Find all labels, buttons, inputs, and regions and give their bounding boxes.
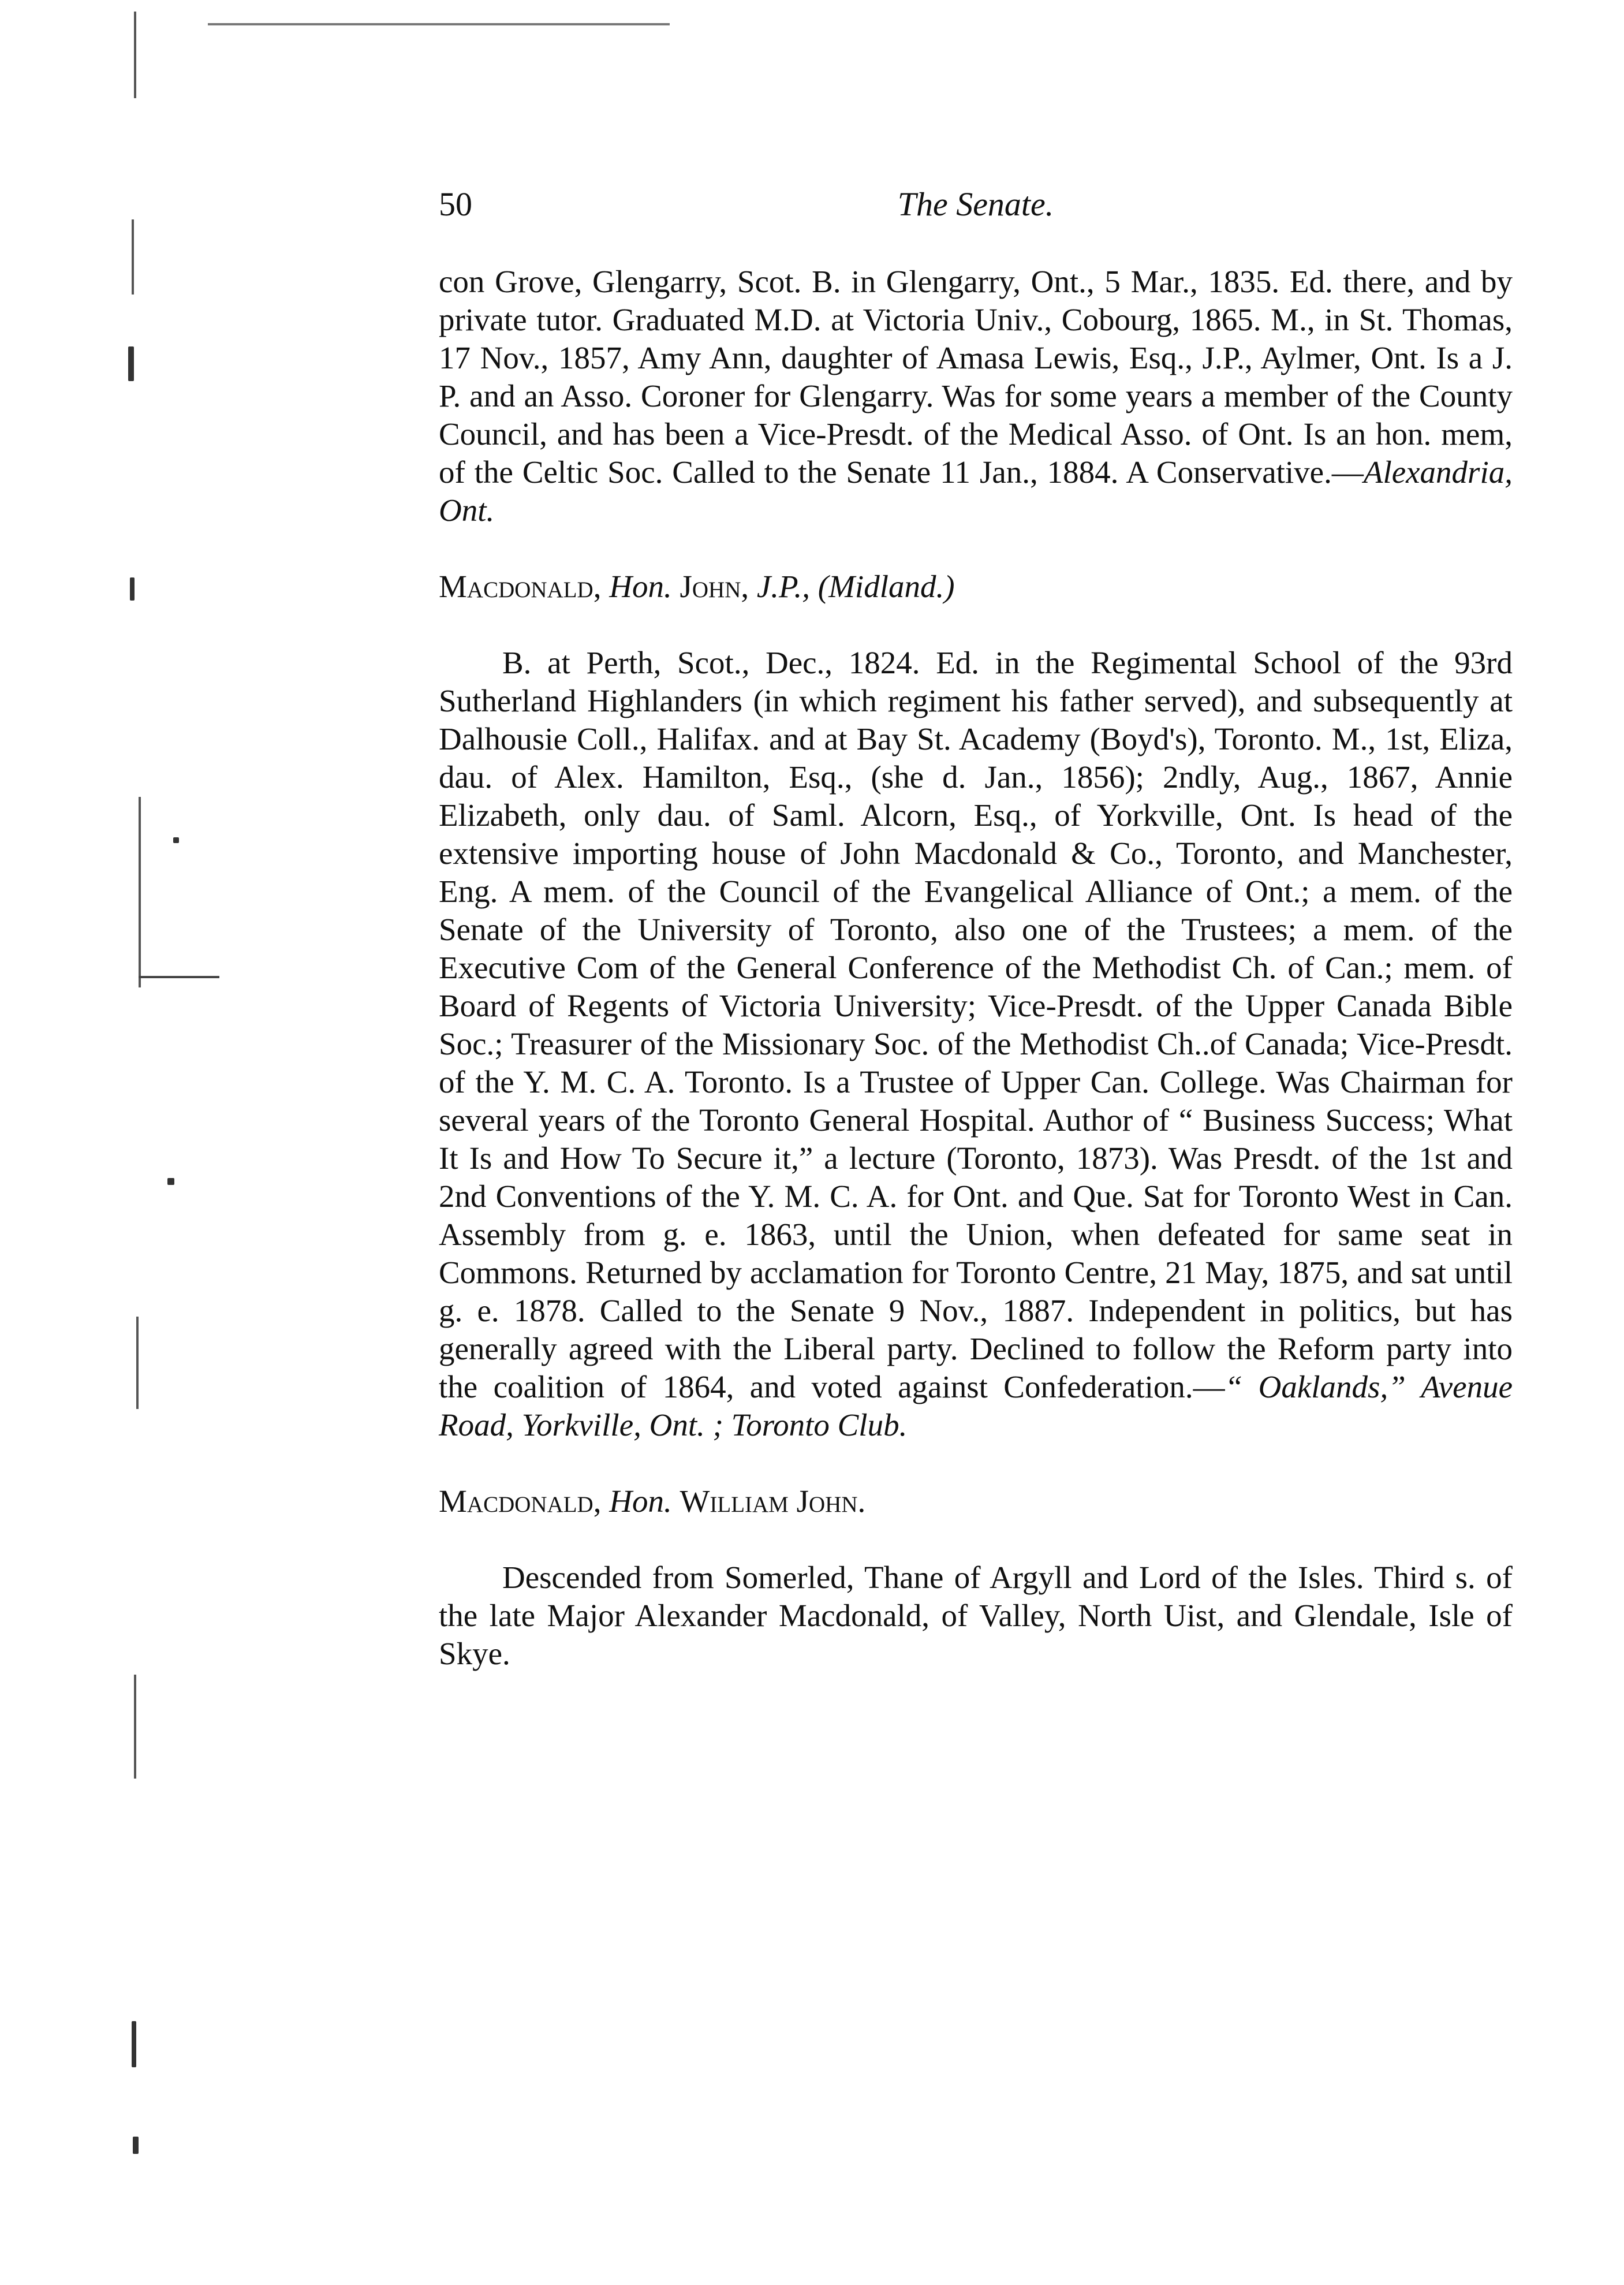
entry-address: “ Oaklands,” Avenue Road, Yorkville, Ont. ; Toronto Club. [439,1369,1513,1442]
scan-mark [132,219,134,295]
scan-speck [128,346,134,381]
entry-title: Hon. [609,1483,672,1519]
continued-entry-text: con Grove, Glengarry, Scot. B. in Glengarry, Ont., 5 Mar., 1835. Ed. there, and by private tutor. Graduated M.D. at Victoria Univ., Cobourg, 1865. M., in St. Thomas, 17 Nov., 1857, Amy Ann, daughter of Amasa Lewis, Esq., J.P., Aylmer, Ont. Is a J. P. and an Asso. Coroner for Glengarry. Was for some years a member of the County Council, and has been a Vice-Presdt. of the Medical Asso. of Ont. Is an hon. mem, of the Celtic Soc. Called to the Senate 11 Jan., 1884. A Conservative.— [439,264,1513,490]
scan-speck [133,2137,139,2154]
running-head [439,185,1513,254]
scan-speck [173,837,179,843]
page-number: 50 [439,185,472,223]
scan-speck [130,577,135,601]
binding-edge-artifacts [0,0,266,2285]
scan-speck [167,1178,174,1185]
scan-mark [134,12,136,98]
entry-surname: Macdonald, [439,569,602,604]
entry-body-text: Descended from Somerled, Thane of Argyll and Lord of the Isles. Third s. of the late Major Alexander Macdonald, of Valley, North Uist, and Glendale, Isle of Skye. [439,1560,1513,1671]
running-title: The Senate. [897,185,1054,223]
entry-heading-john-macdonald [439,568,1513,606]
entry-given-name: John, [680,569,749,604]
entry-title: Hon. [609,569,672,604]
body-text [439,263,1513,1673]
scan-mark [139,797,141,987]
scan-mark [134,1675,136,1779]
entry-honorific: J.P., [756,569,811,604]
entry-given-name: William John. [680,1483,866,1519]
scan-speck [132,2021,136,2067]
continued-entry [439,263,1513,530]
top-rule [208,23,670,25]
entry-surname: Macdonald, [439,1483,602,1519]
continued-entry-address: Alexandria, Ont. [439,454,1513,528]
entry-body-william-john-macdonald [439,1559,1513,1673]
scan-mark [139,976,219,978]
entry-division: (Midland.) [817,569,955,604]
entry-body-john-macdonald [439,644,1513,1444]
entry-body-text: B. at Perth, Scot., Dec., 1824. Ed. in the Regimental School of the 93rd Sutherland Highlanders (in which regiment his father served), and subsequently at Dalhousie Coll., Halifax. and at Bay St. Academy (Boyd's), Toronto. M., 1st, Eliza, dau. of Alex. Hamilton, Esq., (she d. Jan., 1856); 2ndly, Aug., 1867, Annie Elizabeth, only dau. of Saml. Alcorn, Esq., of Yorkville, Ont. Is head of the extensive importing house of John Macdonald & Co., Toronto, and Manchester, Eng. A mem. of the Council of the Evangelical Alliance of Ont.; a mem. of the Senate of the University of Toronto, also one of the Trustees; a mem. of the Executive Com of the General Conference of the Methodist Ch. of Can.; mem. of Board of Regents of Victoria University; Vice-Presdt. of the Upper Canada Bible Soc.; Treasurer of the Missionary Soc. of the Methodist Ch..of Canada; Vice-Presdt. of the Y. M. C. A. Toronto. Is a Trustee of Upper Can. College. Was Chairman for several years of the Toronto General Hospital. Author of “ Business Success; What It Is and How To Secure it,” a lecture (Toronto, 1873). Was Presdt. of the 1st and 2nd Conventions of the Y. M. C. A. for Ont. and Que. Sat for Toronto West in Can. Assembly from g. e. 1863, until the Union, when defeated for same seat in Commons. Returned by acclamation for Toronto Centre, 21 May, 1875, and sat until g. e. 1878. Called to the Senate 9 Nov., 1887. Independent in politics, but has generally agreed with the Liberal party. Declined to follow the Reform party into the coalition of 1864, and voted against Confederation.— [439,645,1513,1404]
entry-heading-william-john-macdonald [439,1482,1513,1520]
scan-mark [136,1317,139,1409]
